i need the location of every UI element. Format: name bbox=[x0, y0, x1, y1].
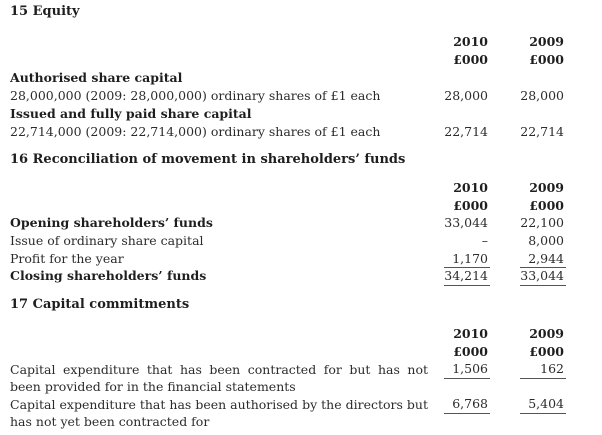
note-15-row-label: 22,714,000 (2009: 22,714,000) ordinary shares of £1 each bbox=[10, 124, 381, 139]
note-16-row-label: Opening shareholders’ funds bbox=[10, 215, 213, 230]
note-16-row-label: Profit for the year bbox=[10, 251, 124, 266]
total-rule-2009 bbox=[520, 285, 566, 286]
note-15-row-value-2010: 28,000 bbox=[444, 88, 488, 103]
note-16-row-value-2010: 34,214 bbox=[444, 268, 488, 283]
commitment-rule-2009 bbox=[520, 378, 566, 379]
note-15-col-unit-2010: £000 bbox=[453, 52, 488, 67]
note-17-row-value-2009: 5,404 bbox=[528, 396, 564, 411]
note-15-row-label: Issued and fully paid share capital bbox=[10, 106, 252, 121]
authorised-rule-2009 bbox=[520, 413, 566, 414]
note-15-col-year-2009: 2009 bbox=[529, 34, 564, 49]
commitment-rule-2010 bbox=[444, 378, 490, 379]
note-16-row-value-2010: 1,170 bbox=[452, 251, 488, 266]
note-16-heading: 16 Reconciliation of movement in shareholders’ funds bbox=[10, 152, 406, 167]
note-16-col-unit-2010: £000 bbox=[453, 198, 488, 213]
note-16-row-label: Closing shareholders’ funds bbox=[10, 268, 207, 283]
note-17-row-label: Capital expenditure that has been contracted for but has not been provided for in the financial statements bbox=[10, 362, 428, 394]
authorised-rule-2010 bbox=[444, 413, 490, 414]
note-17-row-label: Capital expenditure that has been authorised by the directors but has not yet been contracted for bbox=[10, 397, 428, 429]
note-17-col-unit-2010: £000 bbox=[453, 344, 488, 359]
note-16-row-value-2010: – bbox=[481, 233, 488, 248]
note-15-row-value-2010: 22,714 bbox=[444, 124, 488, 139]
note-16-row-value-2009: 22,100 bbox=[520, 215, 564, 230]
note-17-row-value-2009: 162 bbox=[540, 361, 564, 376]
note-17-heading: 17 Capital commitments bbox=[10, 297, 190, 312]
note-15-col-year-2010: 2010 bbox=[453, 34, 488, 49]
note-16-col-year-2010: 2010 bbox=[453, 180, 488, 195]
note-17-col-year-2010: 2010 bbox=[453, 326, 488, 341]
note-15-row-label: 28,000,000 (2009: 28,000,000) ordinary shares of £1 each bbox=[10, 88, 381, 103]
note-15-heading: 15 Equity bbox=[10, 4, 80, 19]
note-15-row-value-2009: 28,000 bbox=[520, 88, 564, 103]
note-15-col-unit-2009: £000 bbox=[529, 52, 564, 67]
total-rule-2010 bbox=[444, 285, 490, 286]
note-15-row-value-2009: 22,714 bbox=[520, 124, 564, 139]
note-16-row-label: Issue of ordinary share capital bbox=[10, 233, 204, 248]
note-16-row-value-2009: 2,944 bbox=[528, 251, 564, 266]
note-16-col-year-2009: 2009 bbox=[529, 180, 564, 195]
note-15-row-label: Authorised share capital bbox=[10, 70, 183, 85]
note-17-row-value-2010: 6,768 bbox=[452, 396, 488, 411]
note-17-col-year-2009: 2009 bbox=[529, 326, 564, 341]
note-17-row-value-2010: 1,506 bbox=[452, 361, 488, 376]
note-16-row-value-2009: 33,044 bbox=[520, 268, 564, 283]
note-16-col-unit-2009: £000 bbox=[529, 198, 564, 213]
note-17-col-unit-2009: £000 bbox=[529, 344, 564, 359]
note-16-row-value-2009: 8,000 bbox=[528, 233, 564, 248]
note-16-row-value-2010: 33,044 bbox=[444, 215, 488, 230]
